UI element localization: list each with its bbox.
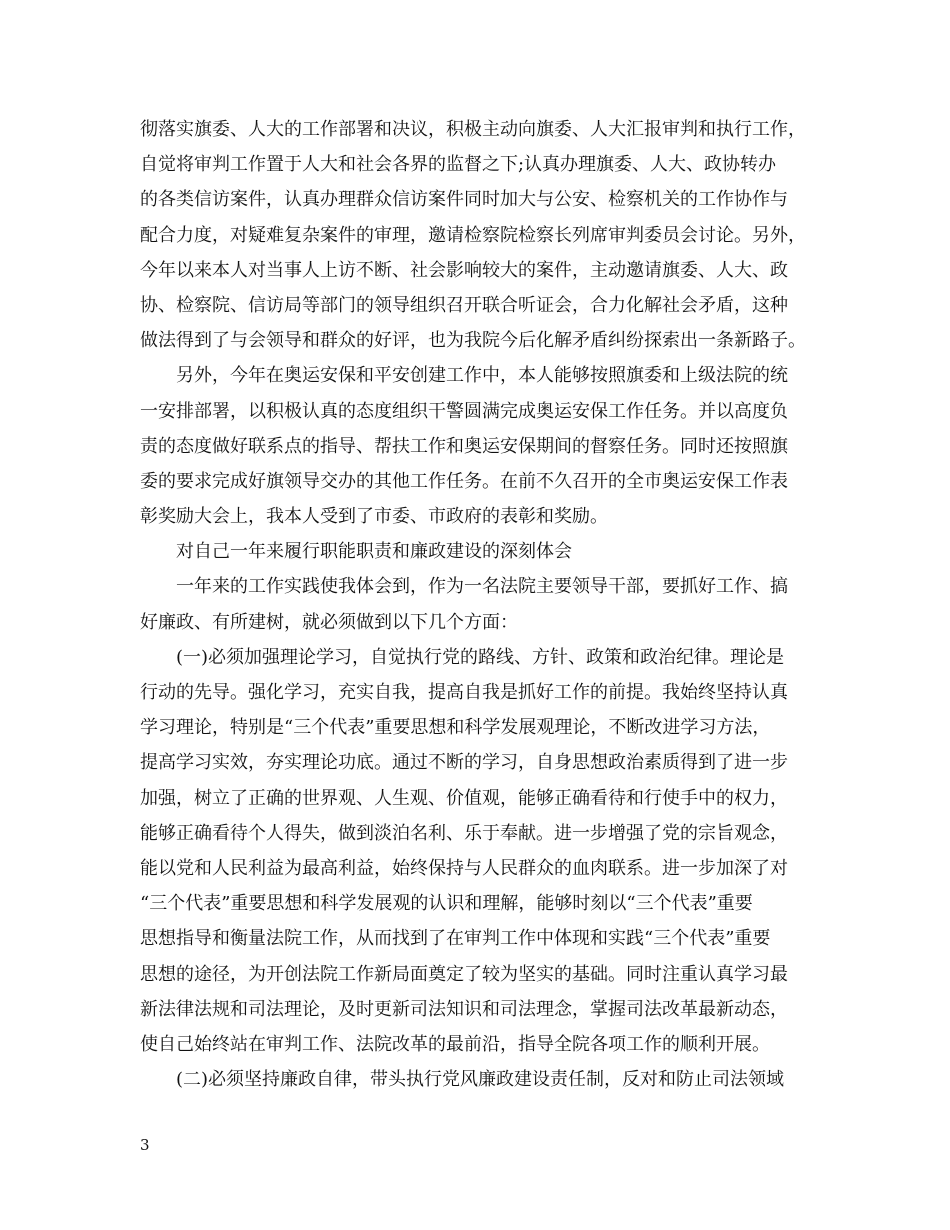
text-line: 的各类信访案件，认真办理群众信访案件同时加大与公安、检察机关的工作协作与 bbox=[140, 189, 788, 211]
text-line: 委的要求完成好旗领导交办的其他工作任务。在前不久召开的全市奥运安保工作表 bbox=[140, 470, 788, 492]
text-line: 责的态度做好联系点的指导、帮扶工作和奥运安保期间的督察任务。同时还按照旗 bbox=[140, 435, 788, 457]
page-number: 3 bbox=[140, 1136, 150, 1154]
text-line: 好廉政、有所建树，就必须做到以下几个方面： bbox=[140, 611, 518, 633]
text-line: (一)必须加强理论学习，自觉执行党的路线、方针、政策和政治纪律。理论是 bbox=[176, 646, 785, 668]
text-line: 另外，今年在奥运安保和平安创建工作中，本人能够按照旗委和上级法院的统 bbox=[176, 365, 788, 387]
text-line: 思想指导和衡量法院工作，从而找到了在审判工作中体现和实践“三个代表”重要 bbox=[140, 928, 771, 950]
text-line: 行动的先导。强化学习，充实自我，提高自我是抓好工作的前提。我始终坚持认真 bbox=[140, 682, 788, 703]
text-line: 彰奖励大会上，我本人受到了市委、市政府的表彰和奖励。 bbox=[140, 506, 608, 528]
text-line: 一安排部署，以积极认真的态度组织干警圆满完成奥运安保工作任务。并以高度负 bbox=[140, 400, 788, 422]
text-line: 配合力度，对疑难复杂案件的审理，邀请检察院检察长列席审判委员会讨论。另外， bbox=[140, 224, 806, 246]
text-line: 能以党和人民利益为最高利益，始终保持与人民群众的血肉联系。进一步加深了对 bbox=[140, 857, 788, 879]
text-line: 使自己始终站在审判工作、法院改革的最前沿，指导全院各项工作的顺利开展。 bbox=[140, 1033, 770, 1055]
text-line: 提高学习实效，夯实理论功底。通过不断的学习，自身思想政治素质得到了进一步 bbox=[140, 752, 788, 774]
text-line: “三个代表”重要思想和科学发展观的认识和理解，能够时刻以“三个代表”重要 bbox=[140, 893, 753, 915]
text-line: 思想的途径，为开创法院工作新局面奠定了较为坚实的基础。同时注重认真学习最 bbox=[140, 963, 788, 985]
text-line: 新法律法规和司法理论，及时更新司法知识和司法理念，掌握司法改革最新动态， bbox=[140, 998, 788, 1020]
text-line: 能够正确看待个人得失，做到淡泊名利、乐于奉献。进一步增强了党的宗旨观念， bbox=[140, 822, 788, 844]
text-line: 今年以来本人对当事人上访不断、社会影响较大的案件，主动邀请旗委、人大、政 bbox=[140, 259, 788, 281]
text-line: 加强，树立了正确的世界观、人生观、价值观，能够正确看待和行使手中的权力， bbox=[140, 787, 788, 809]
text-line: 自觉将审判工作置于人大和社会各界的监督之下;认真办理旗委、人大、政协转办 bbox=[140, 154, 777, 176]
text-line: 对自己一年来履行职能职责和廉政建设的深刻体会 bbox=[176, 541, 572, 563]
text-line: 彻落实旗委、人大的工作部署和决议，积极主动向旗委、人大汇报审判和执行工作， bbox=[140, 119, 806, 140]
document-body bbox=[140, 112, 812, 1097]
text-line: (二)必须坚持廉政自律，带头执行党风廉政建设责任制，反对和防止司法领域 bbox=[176, 1069, 785, 1091]
text-line: 协、检察院、信访局等部门的领导组织召开联合听证会，合力化解社会矛盾，这种 bbox=[140, 294, 788, 316]
text-line: 学习理论，特别是“三个代表”重要思想和科学发展观理论，不断改进学习方法， bbox=[140, 717, 771, 739]
text-line: 做法得到了与会领导和群众的好评，也为我院今后化解矛盾纠纷探索出一条新路子。 bbox=[140, 330, 806, 352]
text-line: 一年来的工作实践使我体会到，作为一名法院主要领导干部，要抓好工作、搞 bbox=[176, 576, 788, 598]
